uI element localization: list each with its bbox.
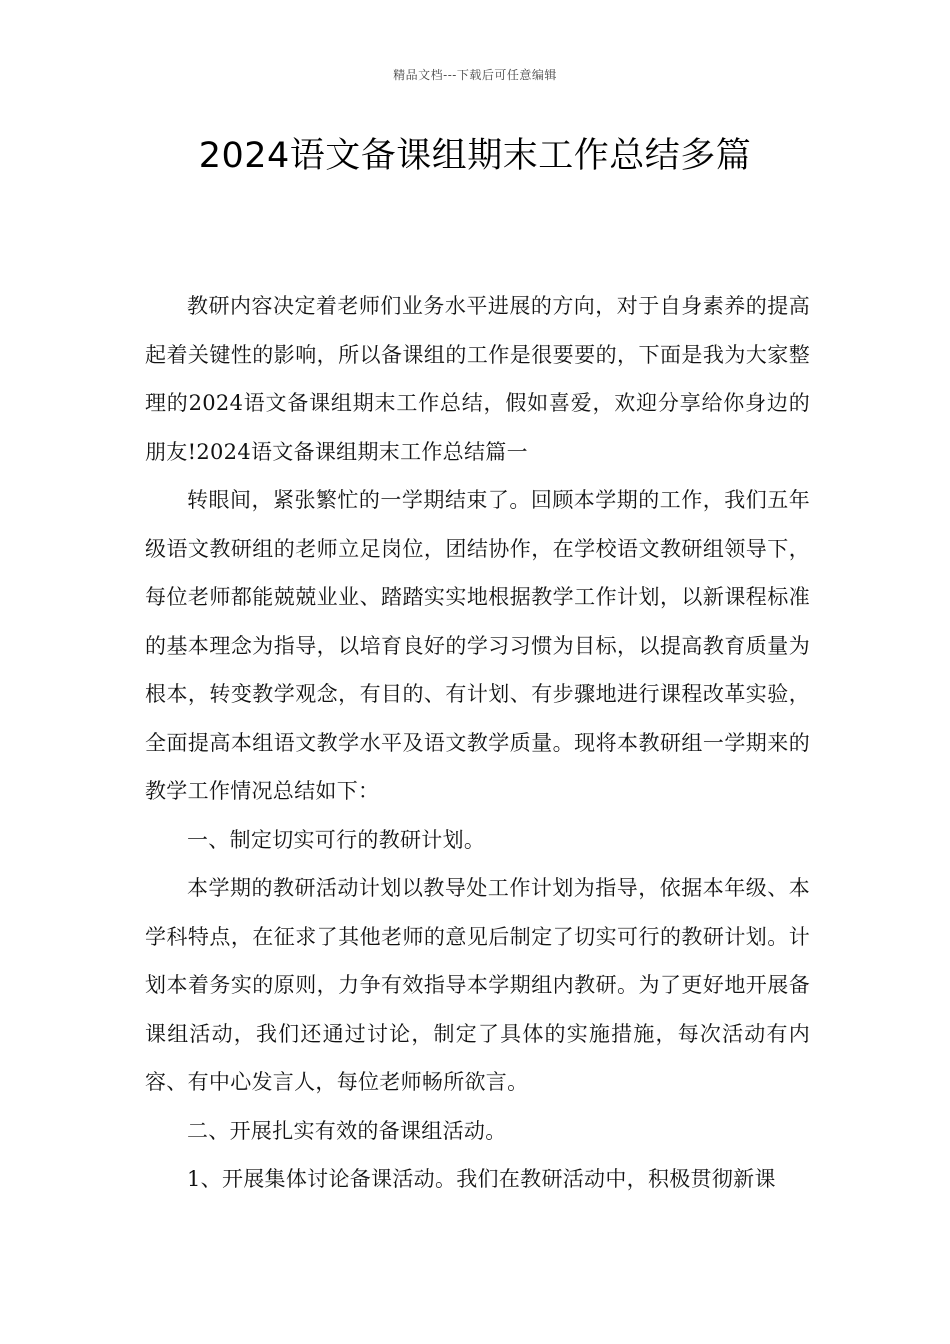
header-note: 精品文档---下载后可任意编辑 (393, 68, 557, 82)
paragraph-section-2-item-1: 1、开展集体讨论备课活动。我们在教研活动中，积极贯彻新课 (187, 1167, 776, 1191)
document-title: 2024语文备课组期末工作总结多篇 (198, 136, 752, 176)
paragraph-section-1: 本学期的教研活动计划以教导处工作计划为指导，依据本年级、本学科特点，在征求了其他老师的意见后制定了切实可行的教研计划。计划本着务实的原则，力争有效指导本学期组内教研。为了更好地开展备课组活动，我们还通过讨论，制定了具体的实施措施，每次活动有内容、有中心发言人，每位老师畅所欲言。 (145, 876, 810, 1094)
section-heading-1: 一、制定切实可行的教研计划。 (187, 827, 486, 852)
paragraph-overview: 转眼间，紧张繁忙的一学期结束了。回顾本学期的工作，我们五年级语文教研组的老师立足岗位，团结协作，在学校语文教研组领导下，每位老师都能兢兢业业、踏踏实实地根据教学工作计划，以新课程标准的基本理念为指导，以培育良好的学习习惯为目标，以提高教育质量为根本，转变教学观念，有目的、有计划、有步骤地进行课程改革实验，全面提高本组语文教学水平及语文教学质量。现将本教研组一学期来的教学工作情况总结如下： (145, 488, 810, 803)
section-heading-2: 二、开展扎实有效的备课组活动。 (187, 1118, 507, 1143)
paragraph-intro: 教研内容决定着老师们业务水平进展的方向，对于自身素养的提高起着关键性的影响，所以备课组的工作是很要要的，下面是我为大家整理的2024语文备课组期末工作总结，假如喜爱，欢迎分享给你身边的朋友!2024语文备课组期末工作总结篇一 (145, 294, 810, 464)
document-body (145, 282, 810, 1204)
